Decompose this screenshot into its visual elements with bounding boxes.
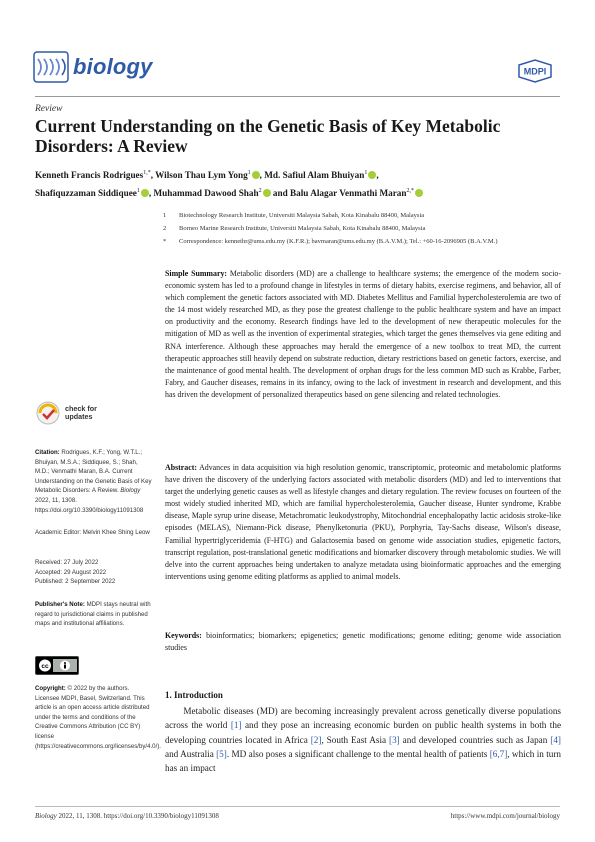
section-heading: 1. Introduction bbox=[165, 690, 223, 700]
citation-label: Citation: bbox=[35, 449, 60, 456]
mdpi-logo-icon bbox=[515, 59, 555, 83]
footer-citation bbox=[35, 812, 219, 820]
affiliation-text: Biotechnology Research Institute, Universiti Malaysia Sabah, Kota Kinabalu 88400, Malaysia bbox=[179, 212, 425, 219]
keywords-text: bioinformatics; biomarkers; epigenetics; genetic modifications; genome editing; genome wide association studies bbox=[165, 631, 561, 653]
author-list: Kenneth Francis Rodrigues$^{1,*}$, Wilson Thau Lym Yong$^1$ , Md. Safiul Alam Bhuiyan$^1$ , Shafiquzzaman Siddiquee$^1$ , Muhammad Dawood Shah$^2$ and Balu Alagar Venmathi Maran$^{2,*}$ bbox=[35, 165, 565, 201]
biology-logo-icon bbox=[33, 51, 69, 83]
intro-text: and Australia bbox=[165, 748, 214, 759]
footer-divider bbox=[35, 806, 560, 807]
publisher-note bbox=[35, 600, 153, 629]
author-name[interactable]: Kenneth Francis Rodrigues bbox=[35, 170, 144, 181]
keywords bbox=[165, 630, 561, 654]
journal-logo bbox=[33, 47, 183, 87]
author-sup: 1 bbox=[136, 188, 140, 195]
author-sup: 1 bbox=[364, 170, 368, 176]
citation-link[interactable]: [4] bbox=[550, 734, 561, 745]
cc-by-icon bbox=[36, 657, 78, 674]
academic-editor: Academic Editor: Melvin Khee Shing Leow bbox=[35, 529, 150, 536]
author-name[interactable]: Wilson Thau Lym Yong bbox=[155, 170, 248, 181]
mdpi-logo bbox=[515, 59, 555, 83]
author-name[interactable]: Shafiquzzaman Siddiquee bbox=[35, 188, 137, 199]
simple-summary-text: Metabolic disorders (MD) are a challenge to healthcare systems; the emergence of the modern socio-economic system has led to a profound change in lifestyles in terms of dietary habits, exercise regimens, and behavior, all of which complement the genetic factors associated with MD. Diabetes Mellitus and Familial hypercholesterolemia are two of the 14 most widely researched MD, as they pose the greatest challenge to the public healthcare system and have an impact on productivity and the economy. Research findings have led to the development of new therapeutic molecules for the mitigation of MD as well as the invention of experimental strategies, which target the genes themselves via gene editing and RNA interference. Although these approaches may herald the emergence of a new toolbox to treat MD, the current therapeutic approaches still heavily depend on substrate reduction, dietary restrictions based on genetic factors, exercise, and the maintenance of good mental health. The development of orphan drugs for the less common MD such as Krabbe, Farber, Fabry, and Gaucher diseases, remains in its infancy, owing to the lack of investment in research and development, and this has driven the development of personalized therapeutics based on gene silencing and related technologies. bbox=[165, 269, 561, 399]
citation-block bbox=[35, 448, 153, 515]
orcid-icon[interactable] bbox=[368, 171, 376, 179]
simple-summary bbox=[165, 268, 561, 401]
affiliation-text: Correspondence: kennethr@ums.edu.my (K.F.R.); bavmaran@ums.edu.my (B.A.V.M.); Tel.: +60-16-2096905 (B.A.V.M.) bbox=[179, 238, 498, 245]
footer-url[interactable]: https://www.mdpi.com/journal/biology bbox=[450, 812, 560, 820]
author-sup: 1 bbox=[247, 170, 251, 176]
intro-text: and they pose an increasing economic burden on public health systems in both the developing countries located in Africa bbox=[165, 720, 562, 745]
intro-text: . MD also poses a significant challenge to the mental health of patients bbox=[226, 748, 488, 759]
footer-journal: Biology bbox=[35, 812, 57, 820]
affiliation-number: 1 bbox=[163, 212, 167, 219]
affiliation-1 bbox=[165, 211, 565, 221]
intro-text: , South East Asia bbox=[321, 734, 387, 745]
correspondence bbox=[165, 237, 565, 247]
author-name[interactable]: Md. Safiul Alam Bhuiyan bbox=[264, 170, 365, 181]
accepted-date: Accepted: 29 August 2022 bbox=[35, 568, 107, 576]
simple-summary-label: Simple Summary: bbox=[165, 269, 228, 278]
affiliation-text: Borneo Marine Research Institute, Universiti Malaysia Sabah, Kota Kinabalu 88400, Malaysia bbox=[179, 225, 426, 232]
journal-name: biology bbox=[73, 54, 153, 79]
citation-link[interactable]: [3] bbox=[389, 734, 400, 745]
abstract bbox=[165, 462, 561, 583]
check-updates-label: check for updates bbox=[65, 404, 97, 421]
received-date: Received: 27 July 2022 bbox=[35, 559, 99, 566]
publisher-note-text: MDPI stays neutral with regard to jurisdictional claims in published maps and institutional affiliations. bbox=[35, 601, 151, 628]
article-type: Review bbox=[35, 104, 63, 114]
copyright-block bbox=[35, 684, 161, 751]
intro-text: Metabolic diseases (MD) are becoming increasingly prevalent across genetically diverse populations across the world bbox=[165, 706, 561, 731]
citation-doi[interactable]: 2022, 11, 1308. https://doi.org/10.3390/biology11091308 bbox=[35, 496, 144, 514]
citation-journal: Biology bbox=[120, 487, 141, 495]
abstract-text: Advances in data acquisition via high resolution genomic, transcriptomic, proteomic and metabolomic platforms have driven the discovery of the underlying factors associated with metabolic disorders (MD) and led to interventions that target the underlying genetic causes as well as lifestyle changes and dietary regulation. The review focuses on fourteen of the most widely studied inherited MD, which are familial hypercholesterolemia, Gaucher disease, Hunter syndrome, Krabbe disease, Maple syrup urine disease, Metachromatic leukodystrophy, Mitochondrial encephalopathy lactic acidosis stroke-like episodes (MELAS), Niemann-Pick disease, Phenylketonuria (PKU), Porphyria, Tay-Sachs disease, Wilson's disease, Familial hypertriglyceridemia (F-HTG) and Galactosemia based on genome wide association studies, epigenetic factors, transcript regulation, post-translational genetic modifications and biomarker discovery through metabolomic studies. We will delve into the current approaches being undertaken to analyze metadata using bioinformatic approaches and the emerging interventions using genome editing platforms as applied to animal models. bbox=[165, 463, 561, 581]
citation-link[interactable]: [2] bbox=[310, 734, 322, 745]
keywords-label: Keywords: bbox=[165, 631, 202, 640]
author-sup: 2,* bbox=[406, 188, 415, 195]
orcid-icon[interactable] bbox=[141, 189, 149, 197]
orcid-icon[interactable] bbox=[415, 189, 423, 197]
mdpi-text: MDPI bbox=[523, 66, 547, 77]
affiliation-2 bbox=[165, 224, 565, 234]
abstract-label: Abstract: bbox=[165, 463, 197, 472]
orcid-icon[interactable] bbox=[252, 171, 260, 179]
article-title: Current Understanding on the Genetic Basis of Key Metabolic Disorders: A Review bbox=[35, 116, 501, 156]
affiliation-number: 2 bbox=[163, 225, 167, 232]
author-sup: 1,* bbox=[143, 170, 151, 176]
author-sup: 2 bbox=[258, 188, 262, 195]
orcid-icon[interactable] bbox=[263, 189, 271, 197]
header-divider bbox=[35, 96, 560, 97]
citation-text: Rodrigues, K.F.; Yong, W.T.L.; Bhuiyan, M.S.A.; Siddiquee, S.; Shah, M.D.; Venmathi Maran, B.A. Current Understanding on the Genetic Basis of Key Metabolic Disorders: A Review. bbox=[35, 449, 152, 495]
footer-cite[interactable]: 2022, 11, 1308. https://doi.org/10.3390/biology11091308 bbox=[58, 812, 219, 820]
citation-link[interactable]: [5] bbox=[216, 748, 227, 759]
intro-text: and developed countries such as Japan bbox=[402, 734, 548, 745]
check-for-updates-badge[interactable] bbox=[35, 400, 145, 426]
citation-link[interactable]: [1] bbox=[230, 720, 242, 731]
author-name[interactable]: Muhammad Dawood Shah bbox=[153, 188, 259, 199]
copyright-label: Copyright: bbox=[35, 685, 66, 692]
published-date: Published: 2 September 2022 bbox=[35, 578, 116, 586]
copyright-text: © 2022 by the authors. Licensee MDPI, Basel, Switzerland. This article is an open access article distributed under the terms and conditions of the Creative Commons Attribution (CC BY) license (https://creativecommons.org/licenses/by/4.0/). bbox=[35, 685, 161, 750]
publisher-note-label: Publisher's Note: bbox=[35, 601, 85, 608]
introduction-paragraph bbox=[165, 704, 561, 775]
author-name[interactable]: and Balu Alagar Venmathi Maran bbox=[272, 188, 407, 199]
svg-text:cc: cc bbox=[41, 663, 49, 670]
citation-link[interactable]: [6,7] bbox=[489, 748, 508, 759]
dates-block bbox=[35, 558, 153, 587]
cc-by-license-badge[interactable] bbox=[35, 656, 79, 675]
affiliation-number: * bbox=[163, 238, 167, 245]
intro-text: , which in turn has an impact bbox=[165, 748, 562, 774]
check-updates-icon bbox=[35, 400, 61, 426]
